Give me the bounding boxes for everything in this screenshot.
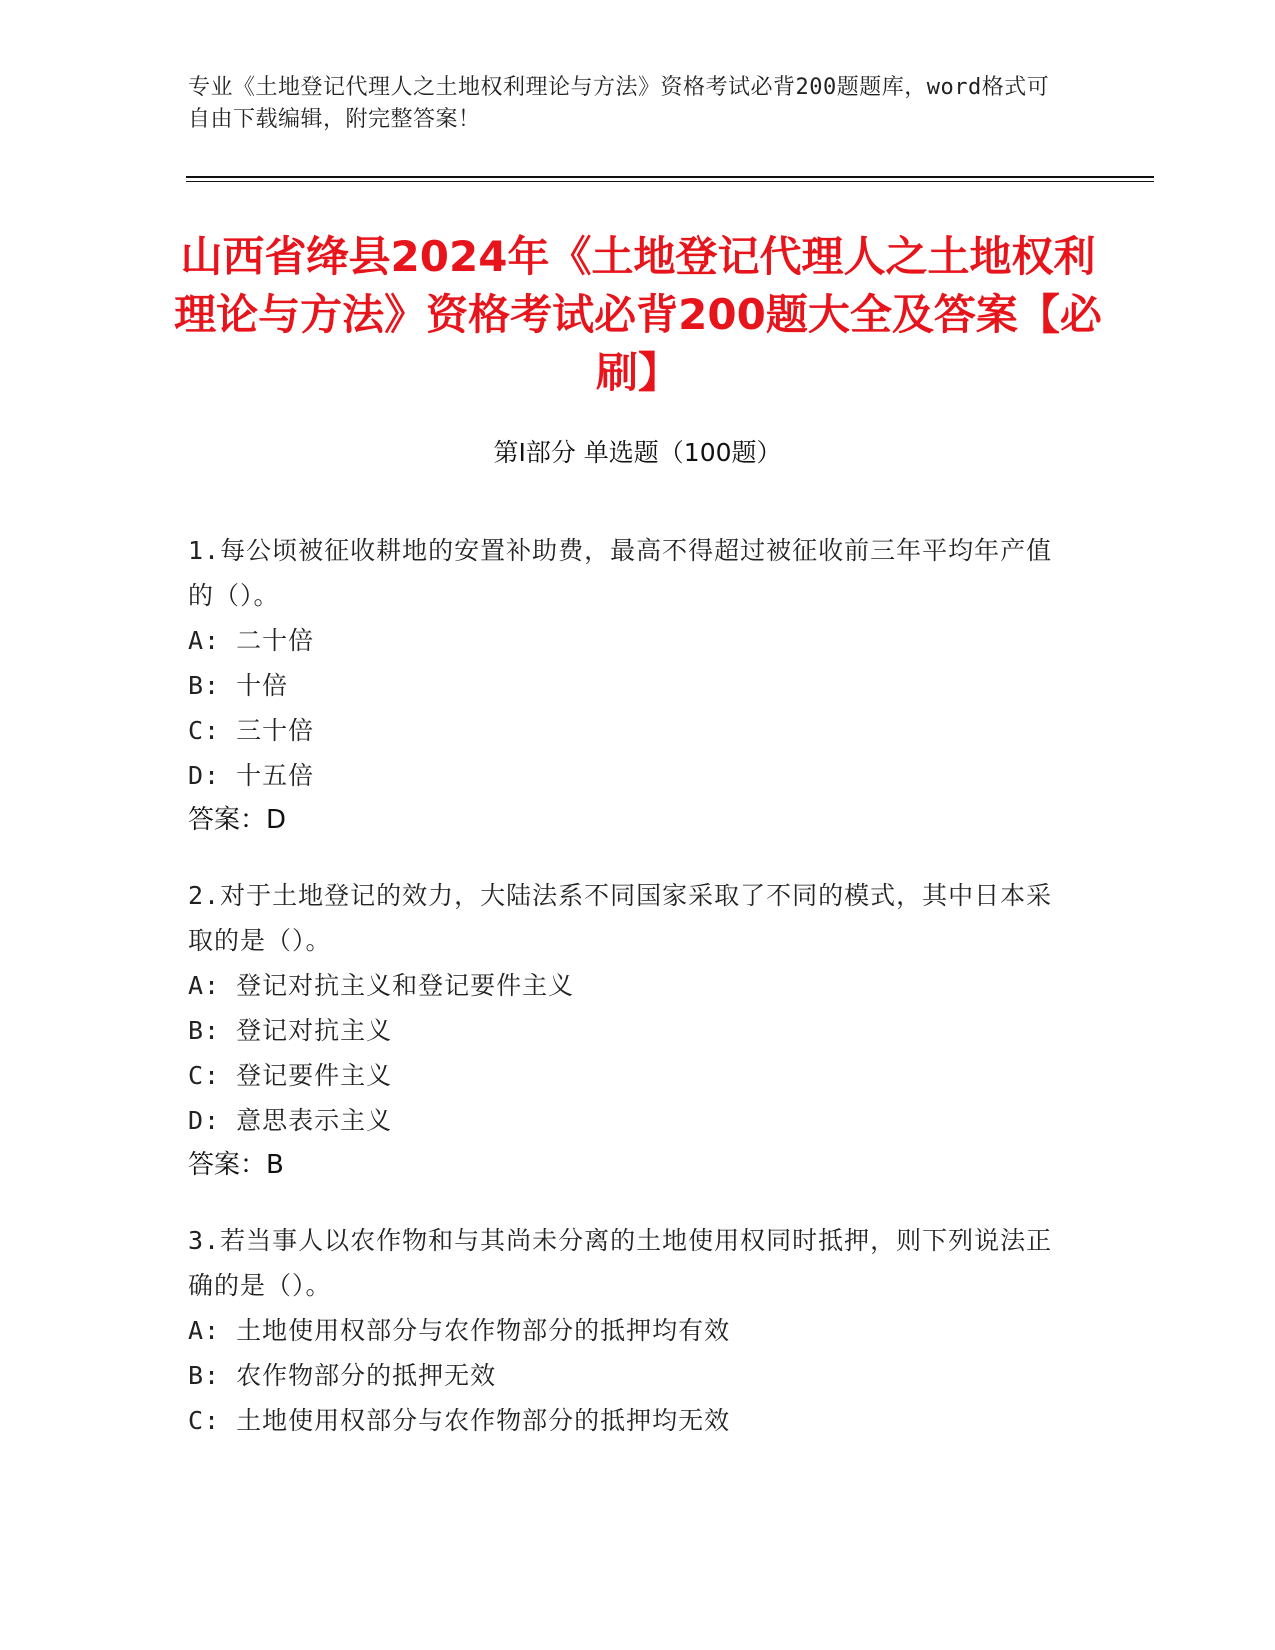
question-stem: 3.若当事人以农作物和与其尚未分离的土地使用权同时抵押，则下列说法正确的是（）。 xyxy=(188,1226,1053,1300)
question-1 xyxy=(188,528,1068,843)
question-stem: 1.每公顷被征收耕地的安置补助费，最高不得超过被征收前三年平均年产值的（）。 xyxy=(188,536,1053,610)
question-3 xyxy=(188,1218,1068,1443)
option-a: A: 土地使用权部分与农作物部分的抵押均有效 xyxy=(188,1316,731,1345)
option-c: C: 三十倍 xyxy=(188,716,315,745)
option-c: C: 土地使用权部分与农作物部分的抵押均无效 xyxy=(188,1406,731,1435)
section-heading: 第Ⅰ部分 单选题（100题） xyxy=(493,438,782,467)
header-divider-thick xyxy=(186,176,1154,178)
answer: 答案：D xyxy=(188,805,287,835)
header-divider-thin xyxy=(186,181,1154,182)
option-a: A: 登记对抗主义和登记要件主义 xyxy=(188,971,575,1000)
option-d: D: 十五倍 xyxy=(188,761,315,790)
question-2 xyxy=(188,873,1068,1188)
header-note: 专业《土地登记代理人之土地权利理论与方法》资格考试必背200题题库，word格式可自由下载编辑，附完整答案！ xyxy=(188,75,1050,132)
option-b: B: 农作物部分的抵押无效 xyxy=(188,1361,497,1390)
option-d: D: 意思表示主义 xyxy=(188,1106,393,1135)
document-title: 山西省绛县2024年《土地登记代理人之土地权利理论与方法》资格考试必背200题大全及答案【必刷】 xyxy=(174,232,1102,397)
question-stem: 2.对于土地登记的效力，大陆法系不同国家采取了不同的模式，其中日本采取的是（）。 xyxy=(188,881,1053,955)
option-c: C: 登记要件主义 xyxy=(188,1061,393,1090)
answer: 答案：B xyxy=(188,1150,284,1180)
option-b: B: 十倍 xyxy=(188,671,289,700)
question-list xyxy=(188,528,1068,1473)
option-b: B: 登记对抗主义 xyxy=(188,1016,393,1045)
option-a: A: 二十倍 xyxy=(188,626,315,655)
